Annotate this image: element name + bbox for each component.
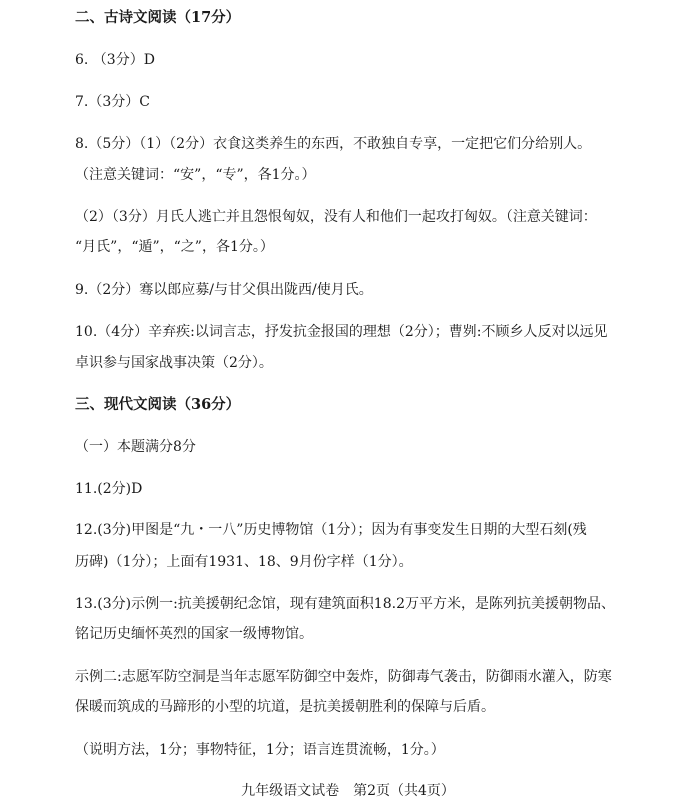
answer-q10-line1: 10.（4分）辛弃疾:以词言志，抒发抗金报国的理想（2分）；曹刿:不顾乡人反对以远见 [75,324,608,340]
answer-q8-line2: （注意关键词：“安”，“专”，各1分。） [75,167,316,183]
section3-heading: 三、现代文阅读（36分） [75,396,241,413]
answer-q8-line4: “月氏”，“遁”，“之”，各1分。） [75,239,274,255]
scoring-note: （说明方法，1分；事物特征，1分；语言连贯流畅，1分。） [75,742,445,758]
answer-q13-line2: 铭记历史缅怀英烈的国家一级博物馆。 [75,626,313,642]
part1-title: （一）本题满分8分 [75,439,196,455]
answer-q6: 6. （3分）D [75,52,155,68]
answer-q8-line3: （2）（3分）月氏人逃亡并且怨恨匈奴，没有人和他们一起攻打匈奴。（注意关键词： [75,209,597,225]
answer-q13-line1: 13.(3分)示例一:抗美援朝纪念馆，现有建筑面积18.2万平方米，是陈列抗美援朝物品、 [75,596,615,612]
answer-q8-line1: 8.（5分）（1）（2分）衣食这类养生的东西，不敢独自专享，一定把它们分给别人。 [75,136,592,152]
example2-line2: 保暖而筑成的马蹄形的小型的坑道，是抗美援朝胜利的保障与后盾。 [75,699,495,715]
answer-q10-line2: 卓识参与国家战事决策（2分）。 [75,355,273,371]
answer-q7: 7.（3分）C [75,94,150,110]
answer-q12-line1: 12.(3分)甲图是“九・一八”历史博物馆（1分）；因为有事变发生日期的大型石刻(残 [75,522,587,538]
section2-heading: 二、古诗文阅读（17分） [75,9,241,26]
answer-q12-line2: 历碑)（1分）；上面有1931、18、9月份字样（1分）。 [75,554,413,570]
answer-q11: 11.(2分)D [75,481,143,497]
page-footer: 九年级语文试卷 第2页（共4页） [241,783,455,799]
answer-q9: 9.（2分）骞以郎应募/与甘父俱出陇西/使月氏。 [75,282,373,298]
example2-line1: 示例二:志愿军防空洞是当年志愿军防御空中轰炸，防御毒气袭击，防御雨水灌入，防寒 [75,669,612,685]
